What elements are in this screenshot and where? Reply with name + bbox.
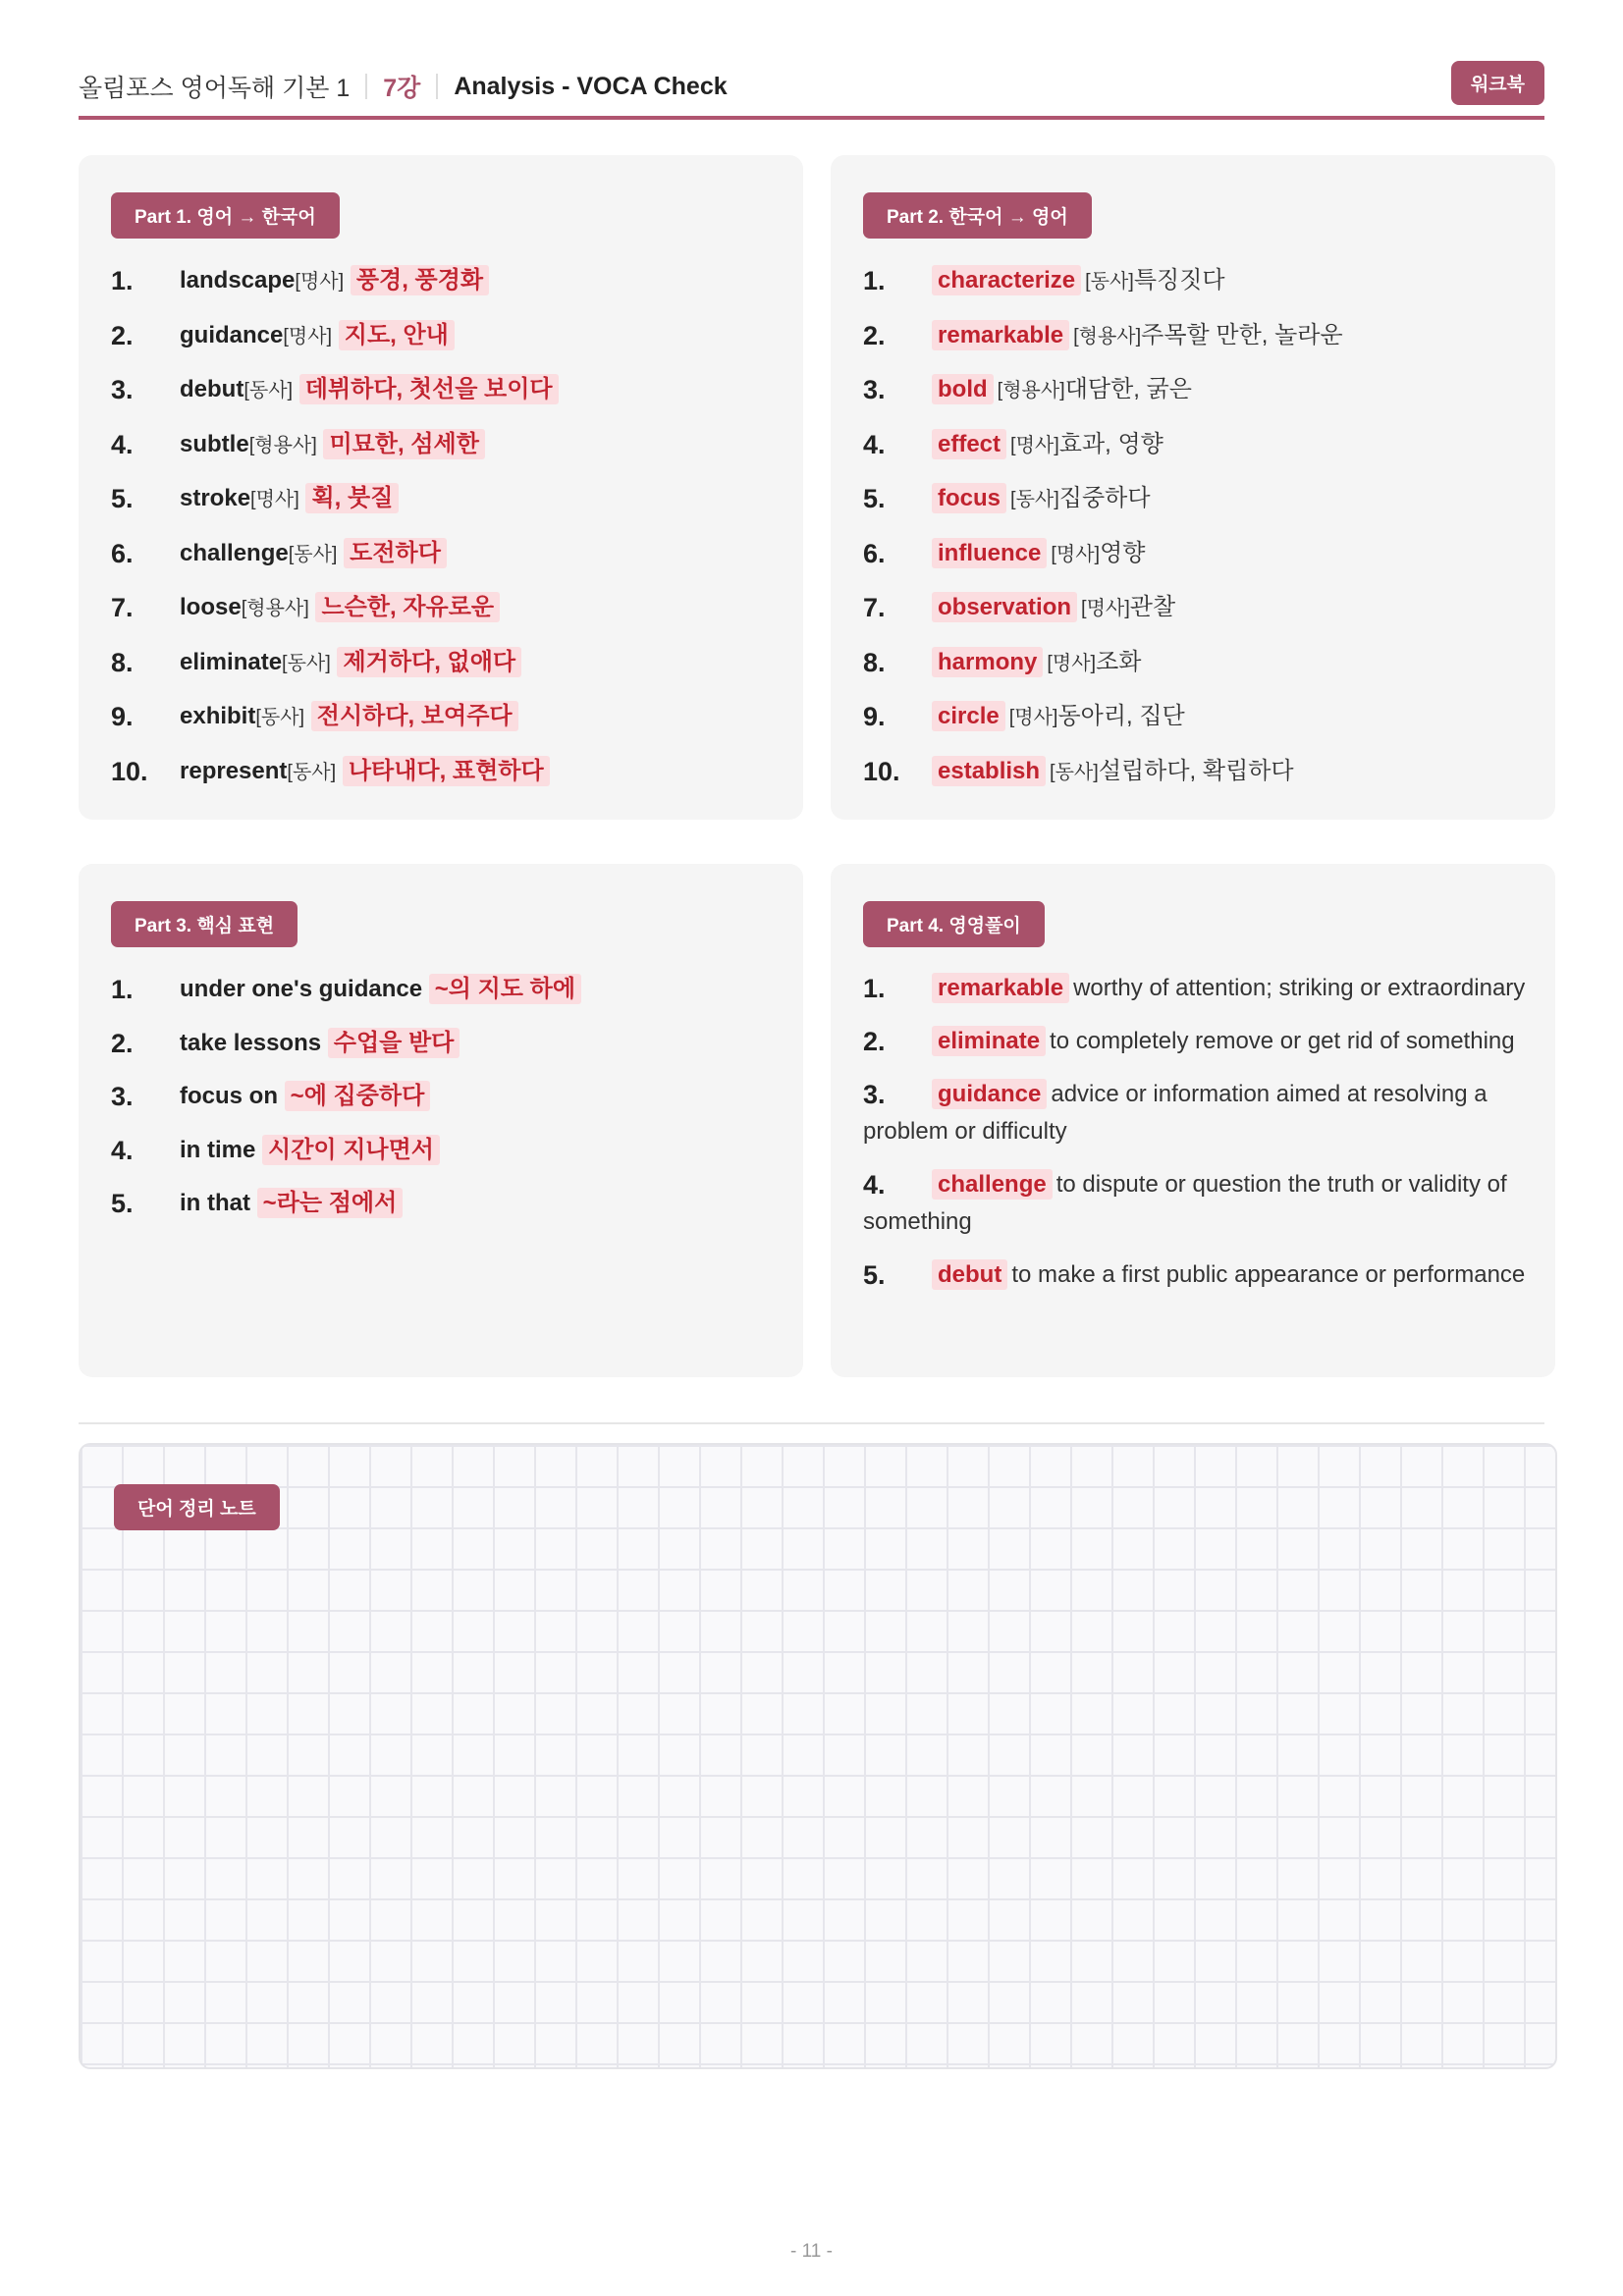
list-item bbox=[863, 1076, 1526, 1150]
header-rule bbox=[79, 116, 1544, 120]
item-meaning: 조화 bbox=[1096, 648, 1142, 675]
item-number: 5. bbox=[111, 1189, 134, 1218]
item-answer: remarkable bbox=[932, 973, 1069, 1003]
item-meaning: 관찰 bbox=[1129, 594, 1176, 620]
list-item bbox=[111, 534, 774, 574]
item-answer: bold bbox=[932, 374, 994, 404]
list-item bbox=[111, 370, 774, 410]
page-header bbox=[79, 59, 1544, 118]
item-term: loose bbox=[180, 594, 242, 620]
item-answer: 느슨한, 자유로운 bbox=[315, 592, 500, 622]
list-item bbox=[863, 425, 1526, 465]
part3-list bbox=[111, 970, 774, 1238]
item-term: take lessons bbox=[180, 1029, 322, 1056]
item-answer: 획, 붓질 bbox=[305, 483, 399, 513]
item-meaning: 집중하다 bbox=[1058, 485, 1151, 511]
list-item bbox=[863, 643, 1526, 683]
item-term: landscape bbox=[180, 267, 296, 294]
item-number: 9. bbox=[111, 702, 134, 731]
item-pos: [동사] bbox=[282, 652, 331, 674]
list-item bbox=[863, 479, 1526, 519]
item-term: represent bbox=[180, 757, 288, 784]
item-number: 2. bbox=[863, 320, 886, 350]
item-answer: debut bbox=[932, 1259, 1007, 1290]
list-item bbox=[111, 970, 774, 1009]
item-pos: [형용사] bbox=[1073, 325, 1142, 347]
item-answer: 미묘한, 섬세한 bbox=[323, 429, 484, 459]
item-number: 9. bbox=[863, 702, 886, 731]
item-answer: circle bbox=[932, 701, 1005, 731]
lesson-number: 7강 bbox=[383, 75, 421, 102]
list-item bbox=[863, 970, 1526, 1007]
item-term: exhibit bbox=[180, 703, 256, 729]
part1-panel bbox=[79, 155, 803, 820]
item-number: 4. bbox=[111, 1135, 134, 1165]
item-pos: [동사] bbox=[255, 707, 305, 728]
item-answer: observation bbox=[932, 592, 1077, 622]
item-answer: effect bbox=[932, 429, 1006, 459]
list-item bbox=[863, 370, 1526, 410]
list-item bbox=[111, 261, 774, 301]
part1-list bbox=[111, 261, 774, 806]
list-item bbox=[111, 697, 774, 737]
section-title: Analysis - VOCA Check bbox=[454, 72, 728, 100]
item-pos: [명사] bbox=[250, 489, 299, 510]
section-divider bbox=[79, 1422, 1544, 1424]
item-answer: ~에 집중하다 bbox=[285, 1081, 431, 1111]
item-term: subtle bbox=[180, 430, 249, 457]
item-term: under one's guidance bbox=[180, 976, 423, 1002]
item-answer: 데뷔하다, 첫선을 보이다 bbox=[299, 374, 559, 404]
list-item bbox=[111, 1024, 774, 1063]
header-separator bbox=[365, 74, 367, 99]
item-answer: 나타내다, 표현하다 bbox=[343, 756, 550, 786]
item-number: 5. bbox=[863, 1260, 886, 1290]
item-pos: [명사] bbox=[1081, 598, 1130, 619]
list-item bbox=[863, 1256, 1526, 1294]
item-pos: [형용사] bbox=[241, 598, 309, 619]
item-number: 2. bbox=[111, 320, 134, 350]
item-answer: 풍경, 풍경화 bbox=[351, 265, 489, 295]
list-item bbox=[863, 534, 1526, 574]
notes-tag: 단어 정리 노트 bbox=[114, 1484, 280, 1530]
item-number: 4. bbox=[863, 429, 886, 459]
item-pos: [형용사] bbox=[997, 380, 1065, 401]
item-pos: [명사] bbox=[1051, 543, 1101, 565]
item-definition: worthy of attention; striking or extraordinary bbox=[1073, 975, 1526, 1001]
list-item bbox=[111, 1184, 774, 1223]
item-term: guidance bbox=[180, 321, 284, 348]
part3-tag: Part 3. 핵심 표현 bbox=[111, 901, 298, 947]
item-number: 3. bbox=[111, 1082, 134, 1111]
part2-panel bbox=[831, 155, 1555, 820]
item-pos: [동사] bbox=[1050, 761, 1099, 783]
item-answer: 지도, 안내 bbox=[339, 320, 455, 350]
item-number: 3. bbox=[863, 1080, 886, 1109]
item-term: eliminate bbox=[180, 648, 283, 675]
list-item bbox=[863, 588, 1526, 628]
item-number: 6. bbox=[111, 538, 134, 568]
item-answer: 수업을 받다 bbox=[328, 1028, 460, 1058]
item-pos: [명사] bbox=[1010, 434, 1059, 456]
series-title: 올림포스 영어독해 기본 1 bbox=[79, 75, 351, 102]
item-answer: characterize bbox=[932, 265, 1081, 295]
item-number: 1. bbox=[863, 974, 886, 1003]
item-pos: [동사] bbox=[1010, 489, 1059, 510]
list-item bbox=[863, 1023, 1526, 1060]
item-answer: 시간이 지나면서 bbox=[262, 1135, 440, 1165]
list-item bbox=[111, 1077, 774, 1116]
item-pos: [동사] bbox=[1085, 271, 1134, 293]
part4-panel bbox=[831, 864, 1555, 1377]
item-pos: [명사] bbox=[283, 325, 333, 347]
list-item bbox=[863, 261, 1526, 301]
list-item bbox=[863, 1166, 1526, 1241]
part2-tag: Part 2. 한국어 → 영어 bbox=[863, 192, 1092, 239]
item-term: challenge bbox=[180, 539, 289, 566]
item-term: in that bbox=[180, 1190, 250, 1216]
item-number: 1. bbox=[863, 266, 886, 295]
item-answer: guidance bbox=[932, 1079, 1047, 1109]
item-number: 5. bbox=[863, 484, 886, 513]
list-item bbox=[111, 316, 774, 356]
list-item bbox=[111, 588, 774, 628]
item-pos: [동사] bbox=[288, 543, 338, 565]
item-meaning: 효과, 영향 bbox=[1058, 430, 1163, 457]
item-term: in time bbox=[180, 1136, 256, 1163]
item-answer: 전시하다, 보여주다 bbox=[311, 701, 518, 731]
item-meaning: 대담한, 굵은 bbox=[1064, 376, 1192, 402]
item-number: 4. bbox=[111, 429, 134, 459]
item-definition: advice or information aimed at resolving a problem or difficulty bbox=[863, 1081, 1488, 1145]
item-number: 4. bbox=[863, 1170, 886, 1200]
item-pos: [동사] bbox=[243, 380, 294, 401]
item-definition: to dispute or question the truth or validity of something bbox=[863, 1171, 1507, 1235]
item-answer: influence bbox=[932, 538, 1047, 568]
vocab-notes-grid[interactable] bbox=[79, 1443, 1557, 2069]
item-number: 6. bbox=[863, 538, 886, 568]
item-number: 10. bbox=[863, 756, 900, 786]
item-answer: 도전하다 bbox=[344, 538, 447, 568]
item-number: 3. bbox=[111, 375, 134, 404]
item-meaning: 특징짓다 bbox=[1133, 267, 1225, 294]
item-meaning: 동아리, 집단 bbox=[1057, 703, 1185, 729]
item-term: debut bbox=[180, 376, 244, 402]
list-item bbox=[111, 425, 774, 465]
item-definition: to completely remove or get rid of something bbox=[1050, 1028, 1515, 1054]
item-meaning: 영향 bbox=[1100, 539, 1146, 566]
item-number: 1. bbox=[111, 266, 134, 295]
workbook-badge: 워크북 bbox=[1451, 61, 1544, 105]
item-answer: remarkable bbox=[932, 320, 1069, 350]
item-number: 8. bbox=[863, 647, 886, 677]
item-number: 7. bbox=[863, 593, 886, 622]
item-number: 3. bbox=[863, 375, 886, 404]
list-item bbox=[111, 1131, 774, 1170]
item-answer: 제거하다, 없애다 bbox=[337, 647, 521, 677]
header-separator bbox=[436, 74, 438, 99]
item-answer: harmony bbox=[932, 647, 1043, 677]
part2-list bbox=[863, 261, 1526, 806]
item-meaning: 설립하다, 확립하다 bbox=[1098, 757, 1294, 784]
item-number: 5. bbox=[111, 484, 134, 513]
part3-panel bbox=[79, 864, 803, 1377]
item-answer: establish bbox=[932, 756, 1046, 786]
item-pos: [명사] bbox=[1008, 707, 1058, 728]
item-answer: eliminate bbox=[932, 1026, 1046, 1056]
part4-tag: Part 4. 영영풀이 bbox=[863, 901, 1045, 947]
list-item bbox=[863, 697, 1526, 737]
item-answer: focus bbox=[932, 483, 1006, 513]
item-answer: ~라는 점에서 bbox=[257, 1188, 404, 1218]
item-number: 1. bbox=[111, 975, 134, 1004]
item-number: 10. bbox=[111, 756, 148, 786]
part4-list bbox=[863, 970, 1526, 1309]
item-number: 7. bbox=[111, 593, 134, 622]
part1-tag: Part 1. 영어 → 한국어 bbox=[111, 192, 340, 239]
item-pos: [명사] bbox=[295, 271, 345, 293]
item-pos: [형용사] bbox=[248, 434, 317, 456]
list-item bbox=[111, 479, 774, 519]
header-breadcrumb bbox=[79, 69, 728, 104]
item-number: 2. bbox=[863, 1027, 886, 1056]
item-term: focus on bbox=[180, 1083, 278, 1109]
item-term: stroke bbox=[180, 485, 251, 511]
item-number: 8. bbox=[111, 647, 134, 677]
item-definition: to make a first public appearance or performance bbox=[1011, 1261, 1526, 1288]
item-pos: [명사] bbox=[1047, 652, 1097, 674]
item-number: 2. bbox=[111, 1028, 134, 1058]
item-meaning: 주목할 만한, 놀라운 bbox=[1141, 321, 1343, 348]
list-item bbox=[863, 752, 1526, 792]
item-answer: challenge bbox=[932, 1169, 1053, 1200]
item-answer: ~의 지도 하에 bbox=[429, 974, 581, 1004]
list-item bbox=[863, 316, 1526, 356]
item-pos: [동사] bbox=[287, 761, 337, 783]
page-number: - 11 - bbox=[790, 2241, 833, 2262]
list-item bbox=[111, 643, 774, 683]
list-item bbox=[111, 752, 774, 792]
